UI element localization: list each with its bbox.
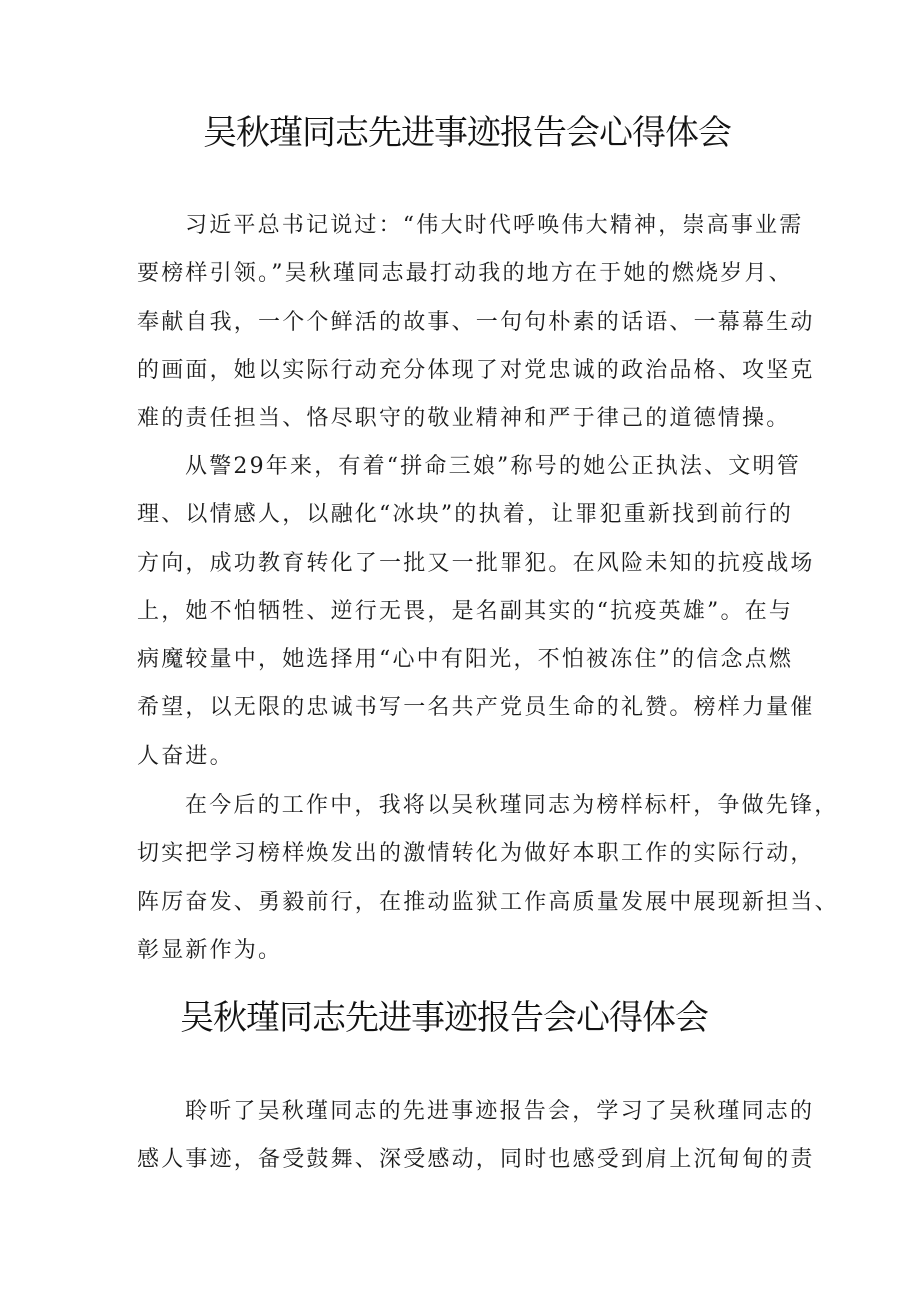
paragraph-line: 从警29年来，有着“拼命三娘”称号的她公正执法、文明管 [185,454,801,479]
paragraph-line: 要榜样引领。”吴秋瑾同志最打动我的地方在于她的燃烧岁月、 [137,261,793,287]
paragraph-line: 方向，成功教育转化了一批又一批罪犯。在风险未知的抗疫战场 [137,550,815,576]
paragraph-line: 聆听了吴秋瑾同志的先进事迹报告会，学习了吴秋瑾同志的 [185,1099,815,1124]
paragraph-line: 的画面，她以实际行动充分体现了对党忠诚的政治品格、攻坚克 [137,357,815,383]
paragraph-line: 人奋进。 [137,743,234,769]
document-title: 吴秋瑾同志先进事迹报告会心得体会 [203,113,731,153]
paragraph-line: 切实把学习榜样焕发出的激情转化为做好本职工作的实际行动， [137,841,815,867]
paragraph [137,782,839,975]
paragraph-line: 在今后的工作中，我将以吴秋瑾同志为榜样标杆，争做先锋， [185,793,839,818]
paragraph-line: 阵厉奋发、勇毅前行，在推动监狱工作高质量发展中展现新担当、 [137,889,839,915]
paragraph-line: 彰显新作为。 [137,937,283,963]
paragraph-line: 奉献自我，一个个鲜活的故事、一句句朴素的话语、一幕幕生动 [137,309,815,335]
paragraph-line: 难的责任担当、恪尽职守的敬业精神和严于律己的道德情操。 [137,406,791,432]
paragraph-line: 感人事迹，备受鼓舞、深受感动，同时也感受到肩上沉甸甸的责 [137,1147,815,1173]
paragraph [137,202,815,443]
paragraph [137,443,815,781]
paragraph [137,1088,815,1185]
paragraph-line: 理、以情感人，以融化“冰块”的执着，让罪犯重新找到前行的 [137,502,794,528]
paragraph-line: 习近平总书记说过：“伟大时代呼唤伟大精神，崇高事业需 [185,213,804,238]
paragraph-line: 希望，以无限的忠诚书写一名共产党员生命的礼赞。榜样力量催 [137,695,815,721]
paragraph-line: 上，她不怕牺牲、逆行无畏，是名副其实的“抗疫英雄”。在与 [137,598,794,624]
paragraph-line: 病魔较量中，她选择用“心中有阳光，不怕被冻住”的信念点燃 [137,647,794,673]
document-title: 吴秋瑾同志先进事迹报告会心得体会 [180,998,708,1038]
